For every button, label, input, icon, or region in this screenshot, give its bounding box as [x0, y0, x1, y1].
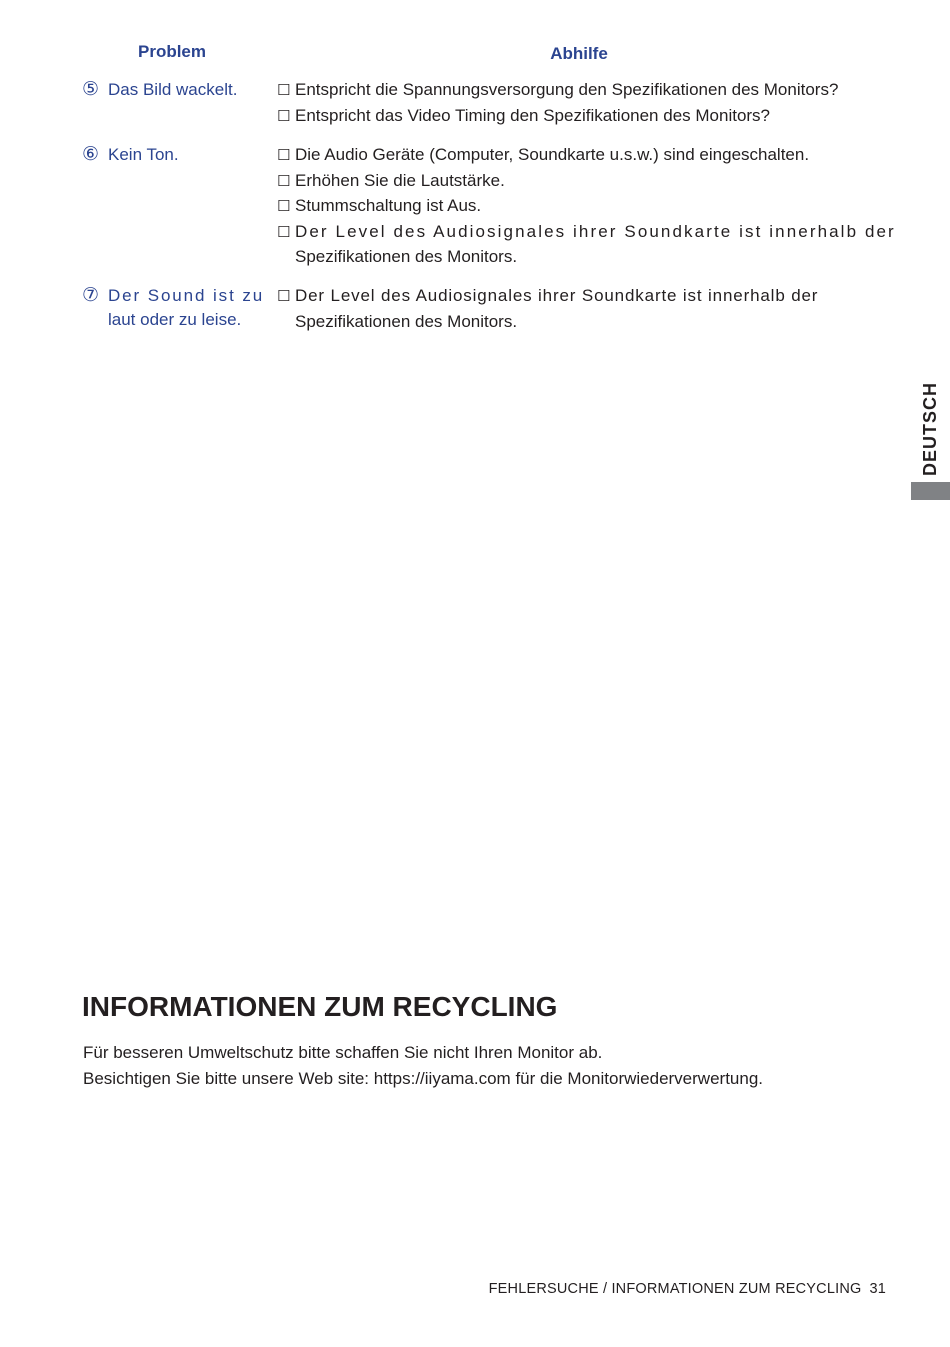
- remedies-7: [277, 283, 887, 334]
- remedies-6: [277, 142, 896, 270]
- recycling-heading: INFORMATIONEN ZUM RECYCLING: [82, 991, 558, 1022]
- remedy-text: Der Level des Audiosignales ihrer Soundkarte ist innerhalb der: [295, 221, 896, 241]
- problem-6: [82, 143, 268, 167]
- checkbox-icon: ☐: [277, 82, 291, 99]
- checkbox-icon: ☐: [277, 107, 291, 125]
- remedy-item: [277, 103, 887, 129]
- problem-number: ⑦: [82, 285, 100, 306]
- problem-text: Der Sound ist zu: [108, 286, 265, 305]
- remedy-item: [277, 142, 887, 168]
- remedy-text: Stummschaltung ist Aus.: [295, 196, 482, 216]
- page-footer: [489, 1281, 886, 1297]
- remedy-text: Die Audio Geräte (Computer, Soundkarte u.s.w.) sind eingeschalten.: [295, 145, 810, 164]
- remedy-text: Der Level des Audiosignales ihrer Soundkarte ist innerhalb der: [295, 286, 819, 305]
- problem-text: Das Bild wackelt.: [108, 80, 238, 99]
- remedy-item: [277, 283, 887, 309]
- checkbox-icon: ☐: [277, 223, 293, 241]
- remedy-item: [277, 219, 896, 245]
- remedies-5: [277, 77, 887, 128]
- remedy-text: Entspricht das Video Timing den Spezifikationen des Monitors?: [295, 105, 771, 125]
- remedy-item: [277, 193, 887, 219]
- header-problem: Problem: [137, 42, 207, 61]
- checkbox-icon: ☐: [277, 198, 291, 216]
- remedy-text: Erhöhen Sie die Lautstärke.: [295, 170, 505, 190]
- remedy-continuation: Spezifikationen des Monitors.: [295, 247, 518, 267]
- recycling-body: [83, 1040, 763, 1091]
- problem-text: Kein Ton.: [108, 145, 179, 164]
- problem-7: [82, 284, 268, 332]
- page-number: 31: [869, 1281, 886, 1297]
- footer-section-title: FEHLERSUCHE / INFORMATIONEN ZUM RECYCLING: [488, 1281, 862, 1297]
- problem-text-continuation: laut oder zu leise.: [108, 310, 242, 329]
- recycling-line-2: Besichtigen Sie bitte unsere Web site: https://iiyama.com für die Monitorwiederverwertung.: [83, 1068, 763, 1088]
- problem-number: ⑥: [82, 144, 100, 165]
- checkbox-icon: ☐: [277, 147, 291, 164]
- remedy-continuation: Spezifikationen des Monitors.: [295, 311, 518, 331]
- remedy-item: [277, 168, 887, 194]
- problem-number: ⑤: [82, 79, 100, 100]
- checkbox-icon: ☐: [277, 288, 292, 305]
- header-remedy: Abhilfe: [550, 44, 608, 63]
- recycling-line-1: Für besseren Umweltschutz bitte schaffen Sie nicht Ihren Monitor ab.: [83, 1043, 603, 1062]
- remedy-item: [277, 77, 887, 103]
- language-tab-label: DEUTSCH: [920, 381, 940, 476]
- remedy-text: Entspricht die Spannungsversorgung den Spezifikationen des Monitors?: [295, 80, 839, 99]
- checkbox-icon: ☐: [277, 172, 291, 190]
- language-tab-marker: [911, 482, 950, 500]
- problem-5: [82, 78, 268, 102]
